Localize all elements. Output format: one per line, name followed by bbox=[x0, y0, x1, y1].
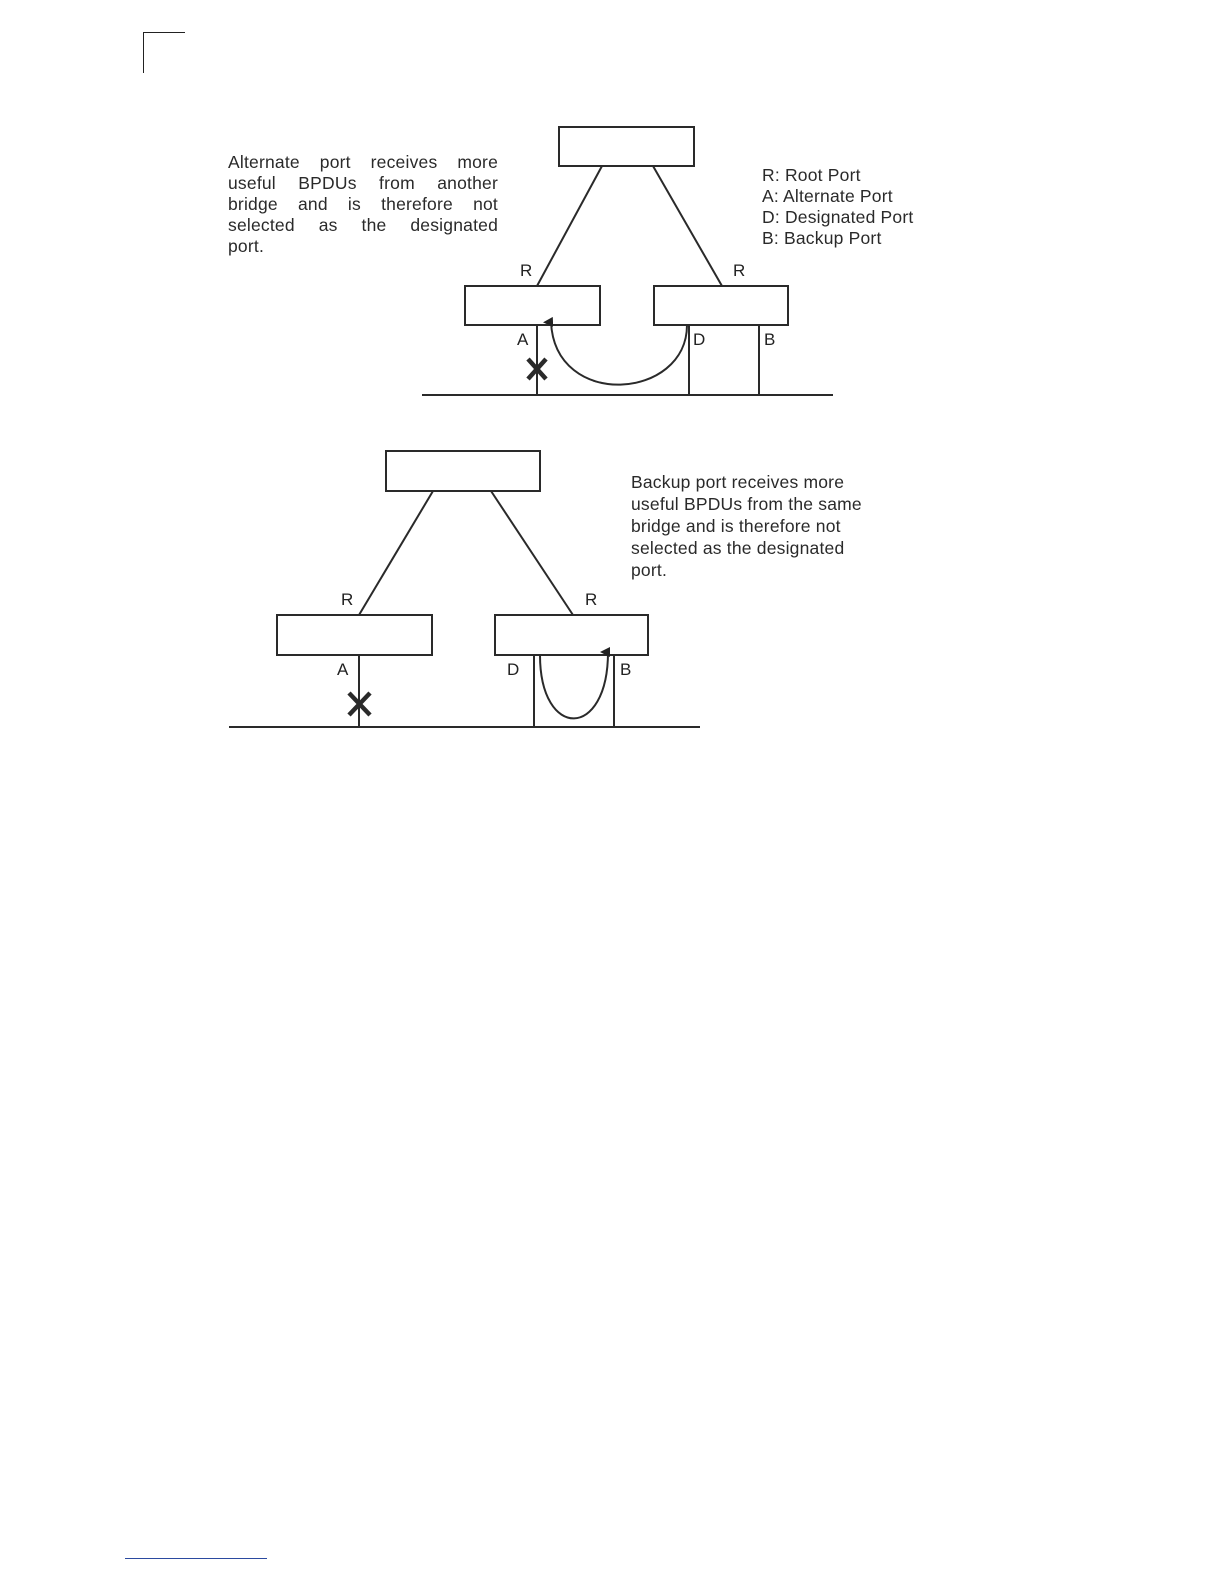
caption-line: bridge and is therefore not bbox=[631, 516, 841, 536]
label-root-port-left: R bbox=[341, 590, 354, 609]
root-link-left bbox=[537, 166, 602, 286]
bpdu-flow-arrow bbox=[551, 322, 687, 385]
caption-line: bridge and is therefore not bbox=[228, 194, 498, 214]
label-backup-port: B bbox=[764, 330, 776, 349]
caption-line: Alternate port receives more bbox=[228, 152, 498, 172]
bridge-box-left bbox=[277, 615, 432, 655]
legend-item-designated: D: Designated Port bbox=[762, 207, 914, 227]
backup-port-diagram bbox=[229, 451, 700, 727]
label-alternate-port: A bbox=[337, 660, 349, 679]
caption-line: useful BPDUs from another bbox=[228, 173, 498, 193]
caption-line: port. bbox=[631, 560, 668, 580]
label-alternate-port: A bbox=[517, 330, 529, 349]
caption-line: useful BPDUs from the same bbox=[631, 494, 862, 514]
caption-line: port. bbox=[228, 236, 265, 256]
bridge-box-right bbox=[654, 286, 788, 325]
label-designated-port: D bbox=[507, 660, 520, 679]
legend-item-alternate: A: Alternate Port bbox=[762, 186, 893, 206]
root-bridge-box bbox=[559, 127, 694, 166]
legend-item-backup: B: Backup Port bbox=[762, 228, 882, 248]
bpdu-flow-arrow bbox=[540, 652, 608, 718]
legend-item-root: R: Root Port bbox=[762, 165, 861, 185]
label-designated-port: D bbox=[693, 330, 706, 349]
bridge-box-left bbox=[465, 286, 600, 325]
bridge-box-right bbox=[495, 615, 648, 655]
caption-line: Backup port receives more bbox=[631, 472, 845, 492]
label-root-port-left: R bbox=[520, 261, 533, 280]
root-bridge-box bbox=[386, 451, 540, 491]
label-backup-port: B bbox=[620, 660, 632, 679]
caption-line: selected as the designated bbox=[228, 215, 498, 235]
footer-rule bbox=[125, 1558, 267, 1559]
label-root-port-right: R bbox=[585, 590, 598, 609]
alternate-port-diagram bbox=[422, 127, 833, 395]
root-link-right bbox=[491, 491, 573, 615]
root-link-left bbox=[359, 491, 433, 615]
root-link-right bbox=[653, 166, 722, 286]
caption-line: selected as the designated bbox=[631, 538, 845, 558]
label-root-port-right: R bbox=[733, 261, 746, 280]
